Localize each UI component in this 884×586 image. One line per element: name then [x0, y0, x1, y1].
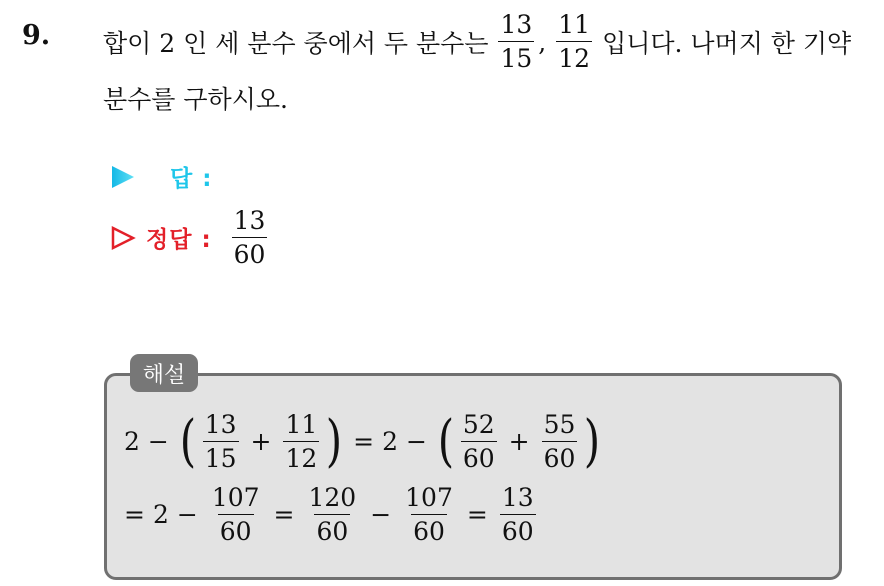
fraction-denominator: 15: [203, 441, 239, 471]
equals-sign: =: [353, 427, 375, 456]
fraction-numerator: 107: [405, 483, 453, 512]
fraction-numerator: 11: [285, 410, 318, 439]
explanation-equation-2: [124, 485, 540, 544]
left-paren: (: [437, 408, 455, 474]
fraction-numerator: 13: [501, 483, 534, 512]
fraction-denominator: 12: [283, 441, 319, 471]
question-line-1: [103, 12, 851, 71]
number: 2: [152, 500, 169, 529]
right-paren: ): [326, 408, 343, 474]
fraction-denominator: 12: [556, 41, 592, 71]
question-text-before: 합이 2 인 세 분수 중에서 두 분수는: [103, 28, 489, 58]
fraction-denominator: 60: [314, 514, 350, 544]
fraction-denominator: 15: [498, 41, 534, 71]
minus-sign: −: [176, 500, 198, 529]
equals-sign: =: [273, 500, 295, 529]
equals-sign: =: [466, 500, 488, 529]
fraction-denominator: 60: [411, 514, 447, 544]
fraction: [283, 412, 319, 471]
fraction-numerator: 55: [543, 410, 576, 439]
fraction-denominator: 60: [218, 514, 254, 544]
answer-row: [110, 160, 212, 193]
left-paren: (: [179, 408, 196, 474]
fraction: [542, 412, 578, 471]
number: 2: [382, 427, 399, 456]
fraction-denominator: 60: [542, 441, 578, 471]
minus-sign: −: [147, 427, 169, 456]
explanation-equation-1: [124, 408, 603, 474]
play-arrow-icon: [110, 164, 136, 190]
fraction: [210, 485, 262, 544]
question-number: 9.: [22, 20, 51, 51]
fraction: [203, 412, 239, 471]
question-line-2: 분수를 구하시오.: [103, 85, 288, 114]
fraction-denominator: 60: [461, 441, 497, 471]
explanation-tag: 해설: [130, 354, 198, 392]
question-comma: ,: [538, 28, 547, 57]
correct-answer-fraction: [232, 208, 268, 267]
plus-sign: +: [508, 427, 530, 456]
fraction-numerator: 11: [558, 10, 591, 39]
fraction-numerator: 13: [500, 10, 533, 39]
correct-answer-label: 정답 :: [146, 227, 212, 253]
fraction-numerator: 13: [233, 206, 266, 235]
question-fraction-1: [498, 12, 534, 71]
equals-sign: =: [124, 500, 145, 529]
fraction-numerator: 120: [308, 483, 357, 512]
fraction-numerator: 107: [211, 483, 260, 512]
fraction: [461, 412, 497, 471]
fraction-denominator: 60: [500, 514, 536, 544]
explanation-box: [104, 373, 842, 580]
correct-answer-row: [110, 208, 271, 267]
answer-label: 답 :: [170, 166, 213, 192]
fraction-numerator: 52: [462, 410, 495, 439]
fraction: [500, 485, 536, 544]
outline-arrow-icon: [110, 225, 136, 251]
fraction-numerator: 13: [204, 410, 237, 439]
number: 2: [124, 427, 140, 456]
question-fraction-2: [556, 12, 592, 71]
question-text-after: 입니다. 나머지 한 기약: [602, 28, 852, 58]
plus-sign: +: [250, 427, 272, 456]
right-paren: ): [584, 408, 601, 474]
fraction: [403, 485, 455, 544]
minus-sign: −: [406, 427, 427, 456]
fraction: [306, 485, 358, 544]
minus-sign: −: [370, 500, 392, 529]
fraction-denominator: 60: [232, 237, 268, 267]
